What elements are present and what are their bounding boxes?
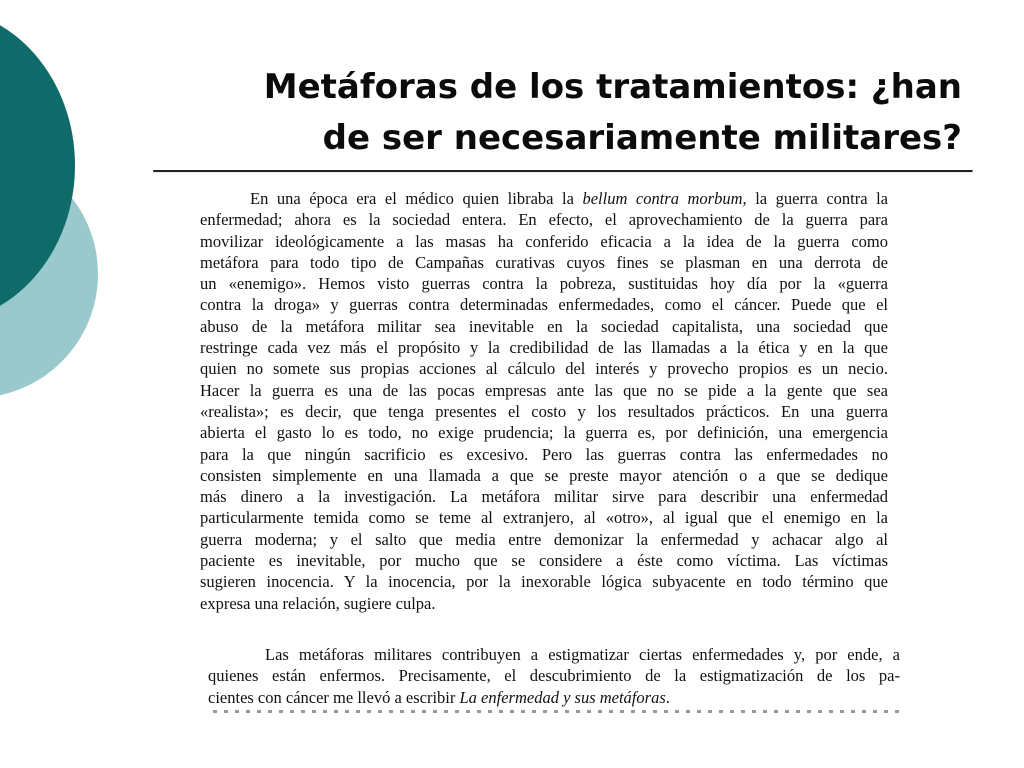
- latin-phrase: bellum contra morbum,: [582, 189, 747, 208]
- excerpt-line: paciente es inevitable, por mucho que se considere a éste como víctima. Las víctimas: [200, 551, 888, 571]
- excerpt-line: movilizar ideológicamente a las masas ha conferido eficacia a la idea de la guerra como: [200, 231, 888, 251]
- excerpt-paragraph-2: [208, 644, 900, 708]
- excerpt-text: .: [665, 687, 670, 707]
- excerpt-line: sugieren inocencia. Y la inocencia, por la inexorable lógica subyacente en todo término que: [200, 572, 888, 592]
- excerpt-line: más dinero a la investigación. La metáfora militar sirve para describir una enfermedad: [200, 487, 888, 507]
- excerpt-line: un «enemigo». Hemos visto guerras contra la pobreza, sustituidas hoy día por la «guerra: [200, 274, 888, 294]
- excerpt-line: abuso de la metáfora militar sea inevitable en la sociedad capitalista, una sociedad que: [200, 316, 888, 336]
- excerpt-text: la guerra contra la: [746, 189, 888, 208]
- slide-title-line-1: Metáforas de los tratamientos: ¿han: [263, 67, 962, 107]
- cropped-line-fragment: [213, 710, 903, 713]
- excerpt-line: Hacer la guerra es una de las pocas empresas ante las que no se pide a la gente que sea: [200, 380, 888, 400]
- excerpt-text: En una época era el médico quien libraba la: [250, 189, 583, 208]
- slide-title-line-2: de ser necesariamente militares?: [322, 118, 962, 158]
- excerpt-line: quienes están enfermos. Precisamente, el descubrimiento de la estigmatización de los pa-: [208, 666, 900, 686]
- excerpt-line: restringe cada vez más el propósito y la credibilidad de las llamadas a la ética y en la que: [200, 338, 888, 358]
- excerpt-line: expresa una relación, sugiere culpa.: [200, 593, 436, 613]
- excerpt-line: metáfora para todo tipo de Campañas curativas cuyos fines se plasman en una derrota de: [200, 252, 888, 272]
- excerpt-paragraph-1: [200, 188, 888, 614]
- book-title: La enfermedad y sus metáforas: [459, 687, 666, 707]
- excerpt-line: consisten simplemente en una llamada a que se preste mayor atención o a que se dedique: [200, 465, 888, 485]
- excerpt-line: guerra moderna; y el salto que media entre demonizar la enfermedad y achacar algo al: [200, 529, 888, 549]
- excerpt-line: para la que ningún sacrificio es excesivo. Pero las guerras contra las enfermedades no: [200, 444, 888, 464]
- excerpt-line: abierta el gasto lo es todo, no exige prudencia; la guerra es, por definición, una emergencia: [200, 423, 888, 443]
- excerpt-line: enfermedad; ahora es la sociedad entera. En efecto, el aprovechamiento de la guerra para: [200, 210, 888, 230]
- slide-title: [150, 62, 962, 164]
- title-divider: [153, 170, 973, 173]
- scanned-text-excerpt: [195, 188, 907, 713]
- excerpt-line: Las metáforas militares contribuyen a estigmatizar ciertas enfermedades y, por ende, a: [265, 645, 900, 664]
- excerpt-line: quien no somete sus propias acciones al cálculo del interés y provecho propios es un necio.: [200, 359, 888, 379]
- excerpt-line: contra la droga» y guerras contra determinadas enfermedades, como el cáncer. Puede que el: [200, 295, 888, 315]
- excerpt-line: particularmente temida como se teme al extranjero, al «otro», al igual que el enemigo en la: [200, 508, 888, 528]
- excerpt-line: [208, 687, 900, 708]
- excerpt-line: [200, 188, 888, 209]
- excerpt-text: cientes con cáncer me llevó a escribir: [208, 687, 460, 707]
- excerpt-line: «realista»; es decir, que tenga presentes el costo y los resultados prácticos. En una guerra: [200, 401, 888, 421]
